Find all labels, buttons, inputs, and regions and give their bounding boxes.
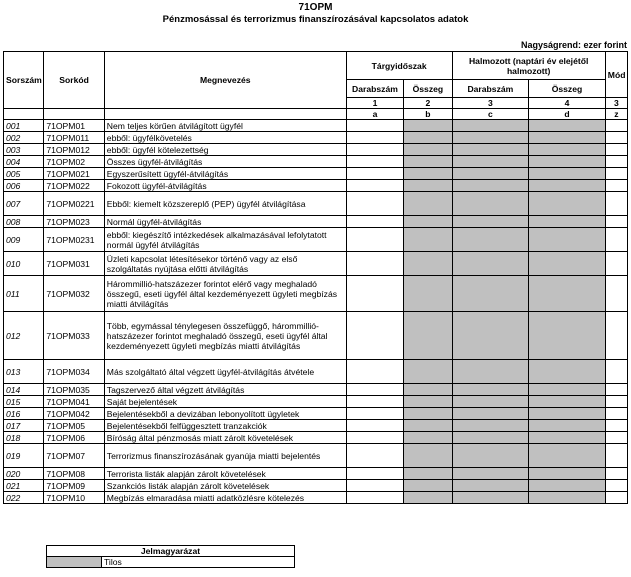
cell-osszeg-1-disabled[interactable] <box>404 180 452 192</box>
cell-darabszam-2-disabled[interactable] <box>452 120 529 132</box>
cell-mod[interactable] <box>605 480 627 492</box>
header-megnevezes: Megnevezés <box>104 52 346 109</box>
cell-osszeg-2-disabled[interactable] <box>529 420 606 432</box>
cell-mod[interactable] <box>605 192 627 216</box>
row-number: 008 <box>4 216 44 228</box>
cell-mod[interactable] <box>605 216 627 228</box>
table-row <box>4 168 628 180</box>
table-row <box>4 360 628 384</box>
row-name: Hárommillió-hatszázezer forintot elérő vagy meghaladó összegű, eseti ügyfél által kezdeményezett ügyleti megbízás miatti átvilágítás <box>104 276 346 312</box>
cell-darabszam-1[interactable] <box>346 144 403 156</box>
cell-darabszam-1[interactable] <box>346 468 403 480</box>
cell-mod[interactable] <box>605 408 627 420</box>
cell-mod[interactable] <box>605 156 627 168</box>
cell-darabszam-2-disabled[interactable] <box>452 144 529 156</box>
cell-darabszam-2-disabled[interactable] <box>452 480 529 492</box>
row-name: Tagszervező által végzett átvilágítás <box>104 384 346 396</box>
row-code: 71OPM011 <box>44 132 104 144</box>
row-code: 71OPM034 <box>44 360 104 384</box>
col-letter: z <box>605 109 627 120</box>
cell-osszeg-2-disabled[interactable] <box>529 168 606 180</box>
row-code: 71OPM042 <box>44 408 104 420</box>
row-number: 022 <box>4 492 44 504</box>
table-row <box>4 132 628 144</box>
cell-mod[interactable] <box>605 444 627 468</box>
cell-osszeg-1-disabled[interactable] <box>404 420 452 432</box>
cell-darabszam-2-disabled[interactable] <box>452 492 529 504</box>
cell-darabszam-2-disabled[interactable] <box>452 228 529 252</box>
row-number: 014 <box>4 384 44 396</box>
table-row <box>4 480 628 492</box>
cell-osszeg-1-disabled[interactable] <box>404 396 452 408</box>
cell-osszeg-1-disabled[interactable] <box>404 228 452 252</box>
cell-osszeg-2-disabled[interactable] <box>529 228 606 252</box>
cell-darabszam-2-disabled[interactable] <box>452 420 529 432</box>
cell-mod[interactable] <box>605 384 627 396</box>
cell-darabszam-1[interactable] <box>346 492 403 504</box>
row-name: Terrorista listák alapján zárolt követelések <box>104 468 346 480</box>
cell-darabszam-1[interactable] <box>346 132 403 144</box>
cell-osszeg-1-disabled[interactable] <box>404 252 452 276</box>
table-row <box>4 420 628 432</box>
table-row <box>4 468 628 480</box>
row-name: Normál ügyfél-átvilágítás <box>104 216 346 228</box>
cell-darabszam-1[interactable] <box>346 192 403 216</box>
cell-osszeg-2-disabled[interactable] <box>529 276 606 312</box>
cell-mod[interactable] <box>605 168 627 180</box>
col-letter: d <box>529 109 606 120</box>
cell-osszeg-2-disabled[interactable] <box>529 312 606 360</box>
table-row <box>4 408 628 420</box>
row-number: 012 <box>4 312 44 360</box>
row-number: 006 <box>4 180 44 192</box>
cell-darabszam-1[interactable] <box>346 228 403 252</box>
row-code: 71OPM0231 <box>44 228 104 252</box>
table-row <box>4 444 628 468</box>
header-targyidoszak: Tárgyidőszak <box>346 52 452 80</box>
cell-osszeg-1-disabled[interactable] <box>404 360 452 384</box>
row-name: Szankciós listák alapján zárolt követelések <box>104 480 346 492</box>
table-row <box>4 252 628 276</box>
header-darabszam-2: Darabszám <box>452 80 529 98</box>
row-code: 71OPM022 <box>44 180 104 192</box>
cell-darabszam-2-disabled[interactable] <box>452 396 529 408</box>
cell-mod[interactable] <box>605 180 627 192</box>
cell-darabszam-1[interactable] <box>346 444 403 468</box>
cell-mod[interactable] <box>605 144 627 156</box>
cell-osszeg-1-disabled[interactable] <box>404 276 452 312</box>
table-row <box>4 216 628 228</box>
cell-darabszam-1[interactable] <box>346 276 403 312</box>
cell-osszeg-1-disabled[interactable] <box>404 216 452 228</box>
cell-mod[interactable] <box>605 228 627 252</box>
table-row <box>4 228 628 252</box>
cell-osszeg-1-disabled[interactable] <box>404 468 452 480</box>
row-code: 71OPM05 <box>44 420 104 432</box>
row-number: 015 <box>4 396 44 408</box>
form-title: Pénzmosással és terrorizmus finanszírozásával kapcsolatos adatok <box>162 14 469 25</box>
col-letter: a <box>346 109 403 120</box>
row-name: Több, egymással ténylegesen összefüggő, hárommillió-hatszázezer forintot meghaladó összegű, eseti ügyfél által kezdeményezett ügyleti megbízás miatti átvilágítás <box>104 312 346 360</box>
col-number: 3 <box>452 98 529 109</box>
row-code: 71OPM0221 <box>44 192 104 216</box>
cell-mod[interactable] <box>605 468 627 480</box>
row-name: Ebből: kiemelt közszereplő (PEP) ügyfél átvilágítása <box>104 192 346 216</box>
col-letter: c <box>452 109 529 120</box>
cell-mod[interactable] <box>605 312 627 360</box>
cell-osszeg-2-disabled[interactable] <box>529 468 606 480</box>
row-number: 001 <box>4 120 44 132</box>
row-number: 002 <box>4 132 44 144</box>
data-table <box>3 51 628 504</box>
row-code: 71OPM032 <box>44 276 104 312</box>
cell-osszeg-1-disabled[interactable] <box>404 384 452 396</box>
row-code: 71OPM012 <box>44 144 104 156</box>
cell-osszeg-1-disabled[interactable] <box>404 408 452 420</box>
cell-mod[interactable] <box>605 492 627 504</box>
row-number: 019 <box>4 444 44 468</box>
row-name: Más szolgáltató által végzett ügyfél-átvilágítás átvétele <box>104 360 346 384</box>
cell-mod[interactable] <box>605 360 627 384</box>
cell-darabszam-2-disabled[interactable] <box>452 432 529 444</box>
cell-darabszam-1[interactable] <box>346 156 403 168</box>
row-name: ebből: ügyfél kötelezettség <box>104 144 346 156</box>
row-code: 71OPM09 <box>44 480 104 492</box>
cell-darabszam-2-disabled[interactable] <box>452 312 529 360</box>
row-code: 71OPM033 <box>44 312 104 360</box>
cell-osszeg-1-disabled[interactable] <box>404 480 452 492</box>
cell-darabszam-2-disabled[interactable] <box>452 216 529 228</box>
row-number: 003 <box>4 144 44 156</box>
cell-osszeg-1-disabled[interactable] <box>404 192 452 216</box>
row-number: 009 <box>4 228 44 252</box>
cell-mod[interactable] <box>605 252 627 276</box>
table-row <box>4 276 628 312</box>
row-name: ebből: ügyfélkövetelés <box>104 132 346 144</box>
cell-osszeg-2-disabled[interactable] <box>529 192 606 216</box>
table-row <box>4 144 628 156</box>
cell-osszeg-1-disabled[interactable] <box>404 312 452 360</box>
cell-osszeg-2-disabled[interactable] <box>529 156 606 168</box>
cell-osszeg-2-disabled[interactable] <box>529 384 606 396</box>
cell-darabszam-1[interactable] <box>346 120 403 132</box>
cell-osszeg-1-disabled[interactable] <box>404 132 452 144</box>
cell-darabszam-1[interactable] <box>346 408 403 420</box>
row-code: 71OPM035 <box>44 384 104 396</box>
row-number: 016 <box>4 408 44 420</box>
cell-osszeg-2-disabled[interactable] <box>529 180 606 192</box>
table-row <box>4 156 628 168</box>
col-letter: b <box>404 109 452 120</box>
cell-osszeg-2-disabled[interactable] <box>529 120 606 132</box>
cell-darabszam-2-disabled[interactable] <box>452 168 529 180</box>
table-row <box>4 120 628 132</box>
cell-darabszam-2-disabled[interactable] <box>452 384 529 396</box>
header-mod: Mód <box>605 52 627 98</box>
cell-osszeg-1-disabled[interactable] <box>404 144 452 156</box>
cell-osszeg-2-disabled[interactable] <box>529 492 606 504</box>
cell-darabszam-1[interactable] <box>346 396 403 408</box>
cell-darabszam-1[interactable] <box>346 480 403 492</box>
cell-osszeg-2-disabled[interactable] <box>529 432 606 444</box>
row-name: Üzleti kapcsolat létesítésekor történő vagy az első szolgáltatás nyújtása előtti átvilágítás <box>104 252 346 276</box>
table-row <box>4 432 628 444</box>
cell-darabszam-2-disabled[interactable] <box>452 180 529 192</box>
cell-darabszam-2-disabled[interactable] <box>452 360 529 384</box>
cell-darabszam-2-disabled[interactable] <box>452 444 529 468</box>
cell-osszeg-1-disabled[interactable] <box>404 120 452 132</box>
cell-mod[interactable] <box>605 396 627 408</box>
header-halmozott: Halmozott (naptári év elejétől halmozott) <box>452 52 605 80</box>
row-number: 018 <box>4 432 44 444</box>
cell-darabszam-1[interactable] <box>346 420 403 432</box>
header-osszeg-2: Összeg <box>529 80 606 98</box>
row-number: 010 <box>4 252 44 276</box>
cell-osszeg-1-disabled[interactable] <box>404 432 452 444</box>
row-number: 021 <box>4 480 44 492</box>
cell-darabszam-1[interactable] <box>346 216 403 228</box>
row-name: Saját bejelentések <box>104 396 346 408</box>
cell-darabszam-1[interactable] <box>346 312 403 360</box>
cell-osszeg-1-disabled[interactable] <box>404 168 452 180</box>
row-code: 71OPM07 <box>44 444 104 468</box>
row-code: 71OPM031 <box>44 252 104 276</box>
col-number: 1 <box>346 98 403 109</box>
cell-darabszam-2-disabled[interactable] <box>452 192 529 216</box>
table-row <box>4 192 628 216</box>
row-name: Nem teljes körűen átvilágított ügyfél <box>104 120 346 132</box>
header-sorszam: Sorszám <box>4 52 44 109</box>
row-name: Egyszerűsített ügyfél-átvilágítás <box>104 168 346 180</box>
table-row <box>4 180 628 192</box>
header-osszeg-1: Összeg <box>404 80 452 98</box>
row-code: 71OPM06 <box>44 432 104 444</box>
cell-osszeg-1-disabled[interactable] <box>404 444 452 468</box>
cell-darabszam-2-disabled[interactable] <box>452 276 529 312</box>
legend-swatch <box>47 557 102 568</box>
cell-darabszam-2-disabled[interactable] <box>452 252 529 276</box>
row-name: Terrorizmus finanszírozásának gyanúja miatti bejelentés <box>104 444 346 468</box>
row-number: 017 <box>4 420 44 432</box>
cell-mod[interactable] <box>605 120 627 132</box>
cell-darabszam-1[interactable] <box>346 168 403 180</box>
cell-mod[interactable] <box>605 432 627 444</box>
cell-osszeg-1-disabled[interactable] <box>404 156 452 168</box>
table-row <box>4 492 628 504</box>
col-number: 2 <box>404 98 452 109</box>
row-code: 71OPM01 <box>44 120 104 132</box>
row-number: 007 <box>4 192 44 216</box>
row-name: Bejelentésekből a devizában lebonyolított ügyletek <box>104 408 346 420</box>
row-name: ebből: kiegészítő intézkedések alkalmazásával lefolytatott normál ügyfél átvilágítás <box>104 228 346 252</box>
cell-darabszam-1[interactable] <box>346 360 403 384</box>
header-darabszam-1: Darabszám <box>346 80 403 98</box>
col-number: 3 <box>605 98 627 109</box>
legend-item: Tilos <box>102 557 295 568</box>
cell-osszeg-2-disabled[interactable] <box>529 360 606 384</box>
row-code: 71OPM02 <box>44 156 104 168</box>
cell-osszeg-2-disabled[interactable] <box>529 252 606 276</box>
cell-osszeg-2-disabled[interactable] <box>529 408 606 420</box>
row-code: 71OPM10 <box>44 492 104 504</box>
row-number: 004 <box>4 156 44 168</box>
legend-table <box>46 545 295 568</box>
cell-osszeg-2-disabled[interactable] <box>529 396 606 408</box>
row-code: 71OPM041 <box>44 396 104 408</box>
table-row <box>4 396 628 408</box>
row-code: 71OPM023 <box>44 216 104 228</box>
unit-label: Nagyságrend: ezer forint <box>520 40 627 50</box>
cell-darabszam-2-disabled[interactable] <box>452 132 529 144</box>
row-name: Bíróság által pénzmosás miatt zárolt követelések <box>104 432 346 444</box>
cell-darabszam-1[interactable] <box>346 384 403 396</box>
cell-osszeg-2-disabled[interactable] <box>529 444 606 468</box>
row-number: 005 <box>4 168 44 180</box>
cell-darabszam-1[interactable] <box>346 180 403 192</box>
cell-darabszam-2-disabled[interactable] <box>452 408 529 420</box>
row-code: 71OPM021 <box>44 168 104 180</box>
cell-osszeg-1-disabled[interactable] <box>404 492 452 504</box>
legend-title: Jelmagyarázat <box>47 546 295 557</box>
row-number: 020 <box>4 468 44 480</box>
row-number: 011 <box>4 276 44 312</box>
cell-darabszam-1[interactable] <box>346 432 403 444</box>
cell-mod[interactable] <box>605 420 627 432</box>
cell-osszeg-2-disabled[interactable] <box>529 132 606 144</box>
table-row <box>4 312 628 360</box>
row-name: Fokozott ügyfél-átvilágítás <box>104 180 346 192</box>
row-number: 013 <box>4 360 44 384</box>
row-name: Bejelentésekből felfüggesztett tranzakciók <box>104 420 346 432</box>
header-sorkod: Sorkód <box>44 52 104 109</box>
cell-osszeg-2-disabled[interactable] <box>529 144 606 156</box>
table-row <box>4 384 628 396</box>
row-name: Összes ügyfél-átvilágítás <box>104 156 346 168</box>
form-code: 71OPM <box>298 2 333 13</box>
cell-osszeg-2-disabled[interactable] <box>529 216 606 228</box>
cell-mod[interactable] <box>605 276 627 312</box>
row-name: Megbízás elmaradása miatti adatközlésre kötelezés <box>104 492 346 504</box>
row-code: 71OPM08 <box>44 468 104 480</box>
cell-darabszam-2-disabled[interactable] <box>452 156 529 168</box>
cell-osszeg-2-disabled[interactable] <box>529 480 606 492</box>
cell-darabszam-1[interactable] <box>346 252 403 276</box>
cell-mod[interactable] <box>605 132 627 144</box>
col-number: 4 <box>529 98 606 109</box>
cell-darabszam-2-disabled[interactable] <box>452 468 529 480</box>
